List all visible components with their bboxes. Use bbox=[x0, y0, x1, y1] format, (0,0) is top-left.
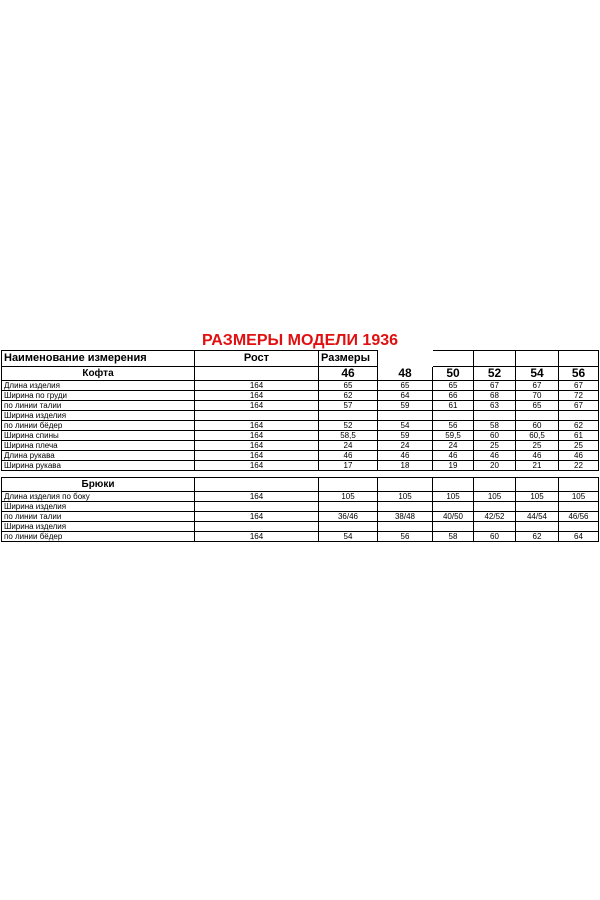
section-blank bbox=[559, 478, 599, 492]
size-value bbox=[516, 502, 559, 512]
header-blank bbox=[559, 351, 599, 367]
height-value: 164 bbox=[195, 431, 319, 441]
measurement-row bbox=[2, 492, 599, 502]
measurement-label: Ширина спины bbox=[2, 431, 195, 441]
size-value bbox=[378, 411, 433, 421]
size-value bbox=[378, 502, 433, 512]
header-row bbox=[2, 351, 599, 367]
size-table bbox=[1, 350, 599, 542]
gap-cell bbox=[2, 471, 195, 478]
size-value: 46 bbox=[516, 451, 559, 461]
size-value: 105 bbox=[433, 492, 474, 502]
size-value: 42/52 bbox=[474, 512, 516, 522]
section-row-jacket bbox=[2, 367, 599, 381]
section-blank bbox=[319, 478, 378, 492]
size-value: 60,5 bbox=[516, 431, 559, 441]
measurement-label: Ширина рукава bbox=[2, 461, 195, 471]
size-value: 62 bbox=[559, 421, 599, 431]
size-value bbox=[433, 411, 474, 421]
height-value: 164 bbox=[195, 401, 319, 411]
size-value: 22 bbox=[559, 461, 599, 471]
size-value: 65 bbox=[319, 381, 378, 391]
size-label: 52 bbox=[474, 367, 516, 381]
section-row-trousers bbox=[2, 478, 599, 492]
height-value: 164 bbox=[195, 492, 319, 502]
measurement-row bbox=[2, 411, 599, 421]
size-value: 56 bbox=[378, 532, 433, 542]
measurement-row bbox=[2, 381, 599, 391]
height-value: 164 bbox=[195, 391, 319, 401]
size-value: 62 bbox=[319, 391, 378, 401]
chart-title: РАЗМЕРЫ МОДЕЛИ 1936 bbox=[201, 332, 399, 349]
size-value bbox=[516, 411, 559, 421]
gap-cell bbox=[195, 471, 319, 478]
measurement-label: по линии талии bbox=[2, 401, 195, 411]
size-value: 105 bbox=[559, 492, 599, 502]
size-value: 65 bbox=[433, 381, 474, 391]
height-value: 164 bbox=[195, 461, 319, 471]
size-label: 48 bbox=[378, 367, 433, 381]
size-value: 56 bbox=[433, 421, 474, 431]
size-value bbox=[433, 522, 474, 532]
size-value: 59 bbox=[378, 401, 433, 411]
measurement-label: по линии бёдер bbox=[2, 421, 195, 431]
size-value: 67 bbox=[516, 381, 559, 391]
size-value: 58,5 bbox=[319, 431, 378, 441]
header-blank bbox=[433, 351, 474, 367]
measurement-label: Ширина изделия bbox=[2, 411, 195, 421]
measurement-label: Длина изделия по боку bbox=[2, 492, 195, 502]
size-value: 59 bbox=[378, 431, 433, 441]
size-value: 19 bbox=[433, 461, 474, 471]
size-value: 46 bbox=[319, 451, 378, 461]
header-blank bbox=[516, 351, 559, 367]
gap-cell bbox=[433, 471, 474, 478]
measurement-row bbox=[2, 441, 599, 451]
size-value: 46 bbox=[433, 451, 474, 461]
size-value: 25 bbox=[516, 441, 559, 451]
height-value: 164 bbox=[195, 532, 319, 542]
gap-cell bbox=[474, 471, 516, 478]
size-value: 60 bbox=[474, 431, 516, 441]
measurement-label: Длина изделия bbox=[2, 381, 195, 391]
size-value bbox=[474, 411, 516, 421]
measurement-label: Длина рукава bbox=[2, 451, 195, 461]
height-value: 164 bbox=[195, 512, 319, 522]
height-value bbox=[195, 502, 319, 512]
size-value bbox=[378, 522, 433, 532]
size-value: 58 bbox=[433, 532, 474, 542]
header-measurement: Наименование измерения bbox=[2, 351, 195, 367]
size-value: 67 bbox=[474, 381, 516, 391]
size-value: 21 bbox=[516, 461, 559, 471]
size-value: 20 bbox=[474, 461, 516, 471]
height-value: 164 bbox=[195, 451, 319, 461]
size-value: 70 bbox=[516, 391, 559, 401]
gap-cell bbox=[516, 471, 559, 478]
size-value: 63 bbox=[474, 401, 516, 411]
height-value bbox=[195, 522, 319, 532]
measurement-row bbox=[2, 401, 599, 411]
size-value: 65 bbox=[378, 381, 433, 391]
size-value: 72 bbox=[559, 391, 599, 401]
size-value: 36/46 bbox=[319, 512, 378, 522]
size-value: 25 bbox=[559, 441, 599, 451]
measurement-row bbox=[2, 522, 599, 532]
height-value: 164 bbox=[195, 441, 319, 451]
measurement-label: Ширина плеча bbox=[2, 441, 195, 451]
size-value: 105 bbox=[378, 492, 433, 502]
measurement-row bbox=[2, 451, 599, 461]
size-value: 105 bbox=[319, 492, 378, 502]
size-value: 60 bbox=[516, 421, 559, 431]
size-value: 40/50 bbox=[433, 512, 474, 522]
size-value: 46/56 bbox=[559, 512, 599, 522]
measurement-label: Ширина изделия bbox=[2, 502, 195, 512]
section-label: Брюки bbox=[2, 478, 195, 492]
height-value: 164 bbox=[195, 381, 319, 391]
size-value: 58 bbox=[474, 421, 516, 431]
measurement-label: по линии бёдер bbox=[2, 532, 195, 542]
measurement-row bbox=[2, 532, 599, 542]
measurement-row bbox=[2, 512, 599, 522]
size-value: 66 bbox=[433, 391, 474, 401]
size-value: 105 bbox=[516, 492, 559, 502]
size-value: 54 bbox=[378, 421, 433, 431]
gap-cell bbox=[378, 471, 433, 478]
size-value bbox=[559, 411, 599, 421]
size-label: 46 bbox=[319, 367, 378, 381]
size-value bbox=[516, 522, 559, 532]
size-value: 44/54 bbox=[516, 512, 559, 522]
size-label: 54 bbox=[516, 367, 559, 381]
size-value: 52 bbox=[319, 421, 378, 431]
section-blank bbox=[516, 478, 559, 492]
header-blank bbox=[378, 351, 433, 367]
height-value: 164 bbox=[195, 421, 319, 431]
size-value: 105 bbox=[474, 492, 516, 502]
size-label: 50 bbox=[433, 367, 474, 381]
section-label: Кофта bbox=[2, 367, 195, 381]
gap-cell bbox=[319, 471, 378, 478]
size-value: 64 bbox=[559, 532, 599, 542]
size-value: 24 bbox=[378, 441, 433, 451]
size-value: 46 bbox=[474, 451, 516, 461]
measurement-label: Ширина по груди bbox=[2, 391, 195, 401]
size-value: 64 bbox=[378, 391, 433, 401]
size-value: 24 bbox=[319, 441, 378, 451]
measurement-row bbox=[2, 502, 599, 512]
size-value bbox=[319, 411, 378, 421]
size-value bbox=[559, 522, 599, 532]
height-value bbox=[195, 411, 319, 421]
size-value: 67 bbox=[559, 381, 599, 391]
size-value: 17 bbox=[319, 461, 378, 471]
gap-cell bbox=[559, 471, 599, 478]
size-value: 54 bbox=[319, 532, 378, 542]
measurement-label: Ширина изделия bbox=[2, 522, 195, 532]
size-value bbox=[433, 502, 474, 512]
size-value bbox=[559, 502, 599, 512]
size-label: 56 bbox=[559, 367, 599, 381]
header-sizes: Размеры bbox=[319, 351, 378, 367]
size-value bbox=[319, 522, 378, 532]
measurement-row bbox=[2, 391, 599, 401]
section-blank bbox=[433, 478, 474, 492]
size-value bbox=[474, 522, 516, 532]
size-value: 18 bbox=[378, 461, 433, 471]
header-height: Рост bbox=[195, 351, 319, 367]
section-blank bbox=[474, 478, 516, 492]
measurement-row bbox=[2, 461, 599, 471]
size-value: 38/48 bbox=[378, 512, 433, 522]
size-value: 67 bbox=[559, 401, 599, 411]
size-value: 68 bbox=[474, 391, 516, 401]
size-value: 25 bbox=[474, 441, 516, 451]
size-value: 65 bbox=[516, 401, 559, 411]
size-value: 61 bbox=[559, 431, 599, 441]
section-gap bbox=[2, 471, 599, 478]
size-value: 60 bbox=[474, 532, 516, 542]
header-blank bbox=[474, 351, 516, 367]
size-value: 24 bbox=[433, 441, 474, 451]
size-value bbox=[319, 502, 378, 512]
section-blank bbox=[195, 367, 319, 381]
measurement-row bbox=[2, 421, 599, 431]
size-chart-sheet bbox=[0, 330, 600, 570]
measurement-label: по линии талии bbox=[2, 512, 195, 522]
size-value: 46 bbox=[559, 451, 599, 461]
section-blank bbox=[378, 478, 433, 492]
size-value: 61 bbox=[433, 401, 474, 411]
size-value bbox=[474, 502, 516, 512]
size-value: 46 bbox=[378, 451, 433, 461]
size-value: 57 bbox=[319, 401, 378, 411]
size-value: 62 bbox=[516, 532, 559, 542]
section-blank bbox=[195, 478, 319, 492]
size-value: 59,5 bbox=[433, 431, 474, 441]
measurement-row bbox=[2, 431, 599, 441]
